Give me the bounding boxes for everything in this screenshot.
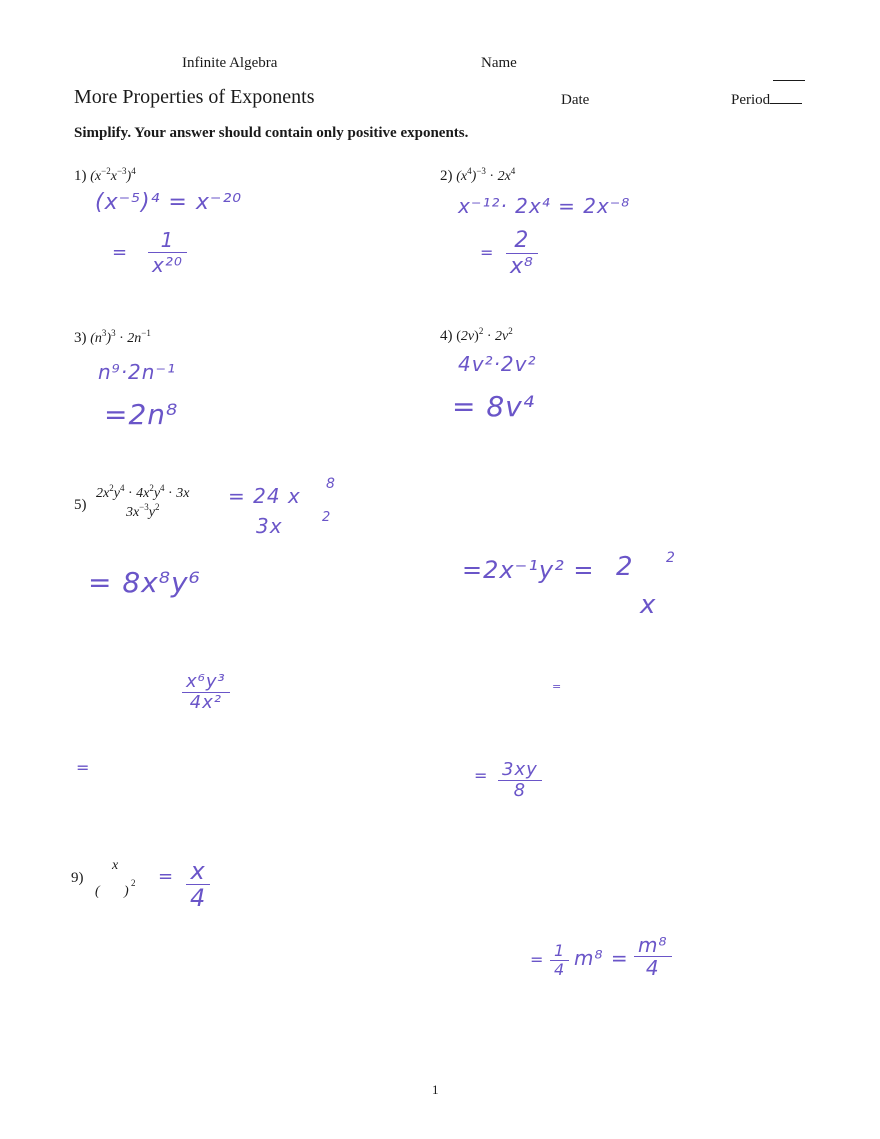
instructions: Simplify. Your answer should contain only positive exponents. bbox=[74, 125, 469, 141]
numerator: 1 bbox=[554, 941, 566, 960]
period-field bbox=[731, 92, 802, 109]
problem-2 bbox=[440, 166, 515, 185]
answer-work: =2n⁸ bbox=[104, 398, 179, 431]
answer-work: = bbox=[530, 950, 545, 969]
name-label: Name bbox=[481, 55, 517, 71]
problem-fraction-numerator: x bbox=[112, 858, 119, 873]
answer-fraction bbox=[634, 934, 672, 979]
problem-expression: $(x^{-2}x^{-3})^4$ bbox=[90, 166, 136, 184]
problem-number: 1) bbox=[74, 168, 87, 184]
answer-work: (x⁻⁵)⁴ = x⁻²⁰ bbox=[95, 190, 243, 215]
name-blank bbox=[773, 68, 805, 86]
answer-work: = bbox=[158, 866, 175, 887]
answer-work: 2 bbox=[322, 510, 332, 525]
problem-9 bbox=[71, 870, 84, 887]
problem-number: 9) bbox=[71, 870, 84, 886]
problem-number: 5) bbox=[74, 497, 87, 513]
denominator: 8 bbox=[498, 780, 542, 801]
numerator: 2 bbox=[514, 228, 530, 253]
problem-expression: $(2v)^2 \cdot 2v^2$ bbox=[456, 326, 513, 344]
problem-exponent: 2 bbox=[131, 878, 136, 888]
numerator: 1 bbox=[160, 228, 175, 252]
answer-fraction bbox=[498, 760, 542, 801]
answer-work: = bbox=[76, 758, 91, 777]
answer-work: 3x bbox=[256, 514, 283, 538]
problem-4 bbox=[440, 326, 513, 345]
answer-work: x bbox=[640, 590, 657, 620]
numerator: x⁶y³ bbox=[186, 671, 226, 692]
problem-paren-close: ) bbox=[124, 884, 129, 899]
answer-fraction bbox=[186, 858, 210, 912]
date-label: Date bbox=[561, 92, 590, 108]
answer-fraction bbox=[148, 228, 187, 277]
problem-5 bbox=[74, 497, 87, 514]
answer-work: = bbox=[474, 766, 489, 785]
problem-number: 2) bbox=[440, 168, 453, 184]
denominator: 4x² bbox=[182, 692, 230, 713]
answer-fraction bbox=[182, 672, 230, 713]
answer-work: = bbox=[112, 242, 129, 263]
denominator: 4 bbox=[186, 884, 210, 911]
denominator: x⁸ bbox=[506, 253, 538, 279]
denominator: x²⁰ bbox=[148, 252, 187, 277]
answer-work: 2 bbox=[616, 552, 634, 582]
numerator: x bbox=[190, 857, 206, 885]
problem-expression: $(n^3)^3 \cdot 2n^{-1}$ bbox=[90, 328, 151, 346]
period-label: Period bbox=[731, 92, 771, 108]
course-name: Infinite Algebra bbox=[182, 55, 278, 71]
problem-expression: $2x^2y^4 \cdot 4x^2y^4 \cdot 3x$ $3x^{-3}y^2$ bbox=[96, 483, 190, 520]
problem-1 bbox=[74, 166, 136, 185]
answer-work: m⁸ = bbox=[574, 946, 629, 970]
answer-fraction bbox=[550, 942, 569, 978]
numerator: 3xy bbox=[502, 759, 538, 780]
page-number: 1 bbox=[432, 1082, 439, 1097]
problem-paren-open: ( bbox=[95, 884, 100, 899]
answer-work: = 8v⁴ bbox=[452, 390, 535, 423]
problem-number: 3) bbox=[74, 330, 87, 346]
answer-work: = 24 x bbox=[228, 484, 301, 508]
answer-work: = bbox=[552, 680, 563, 693]
answer-work: 2 bbox=[666, 550, 676, 566]
numerator: m⁸ bbox=[638, 933, 668, 957]
answer-fraction bbox=[506, 228, 538, 279]
answer-work: 4v²·2v² bbox=[458, 352, 537, 376]
problem-expression: $(x^4)^{-3} \cdot 2x^4$ bbox=[456, 166, 516, 184]
answer-work: x⁻¹²· 2x⁴ = 2x⁻⁸ bbox=[458, 194, 631, 218]
answer-work: = bbox=[480, 243, 495, 262]
answer-work: = 8x⁸y⁶ bbox=[88, 566, 201, 599]
denominator: 4 bbox=[550, 960, 569, 979]
problem-3 bbox=[74, 328, 151, 347]
problem-number: 4) bbox=[440, 328, 453, 344]
answer-work: 8 bbox=[326, 476, 336, 492]
answer-work: n⁹·2n⁻¹ bbox=[98, 360, 177, 384]
denominator: 4 bbox=[634, 956, 672, 979]
worksheet-title: More Properties of Exponents bbox=[74, 86, 315, 108]
answer-work: =2x⁻¹y² = bbox=[462, 556, 595, 584]
